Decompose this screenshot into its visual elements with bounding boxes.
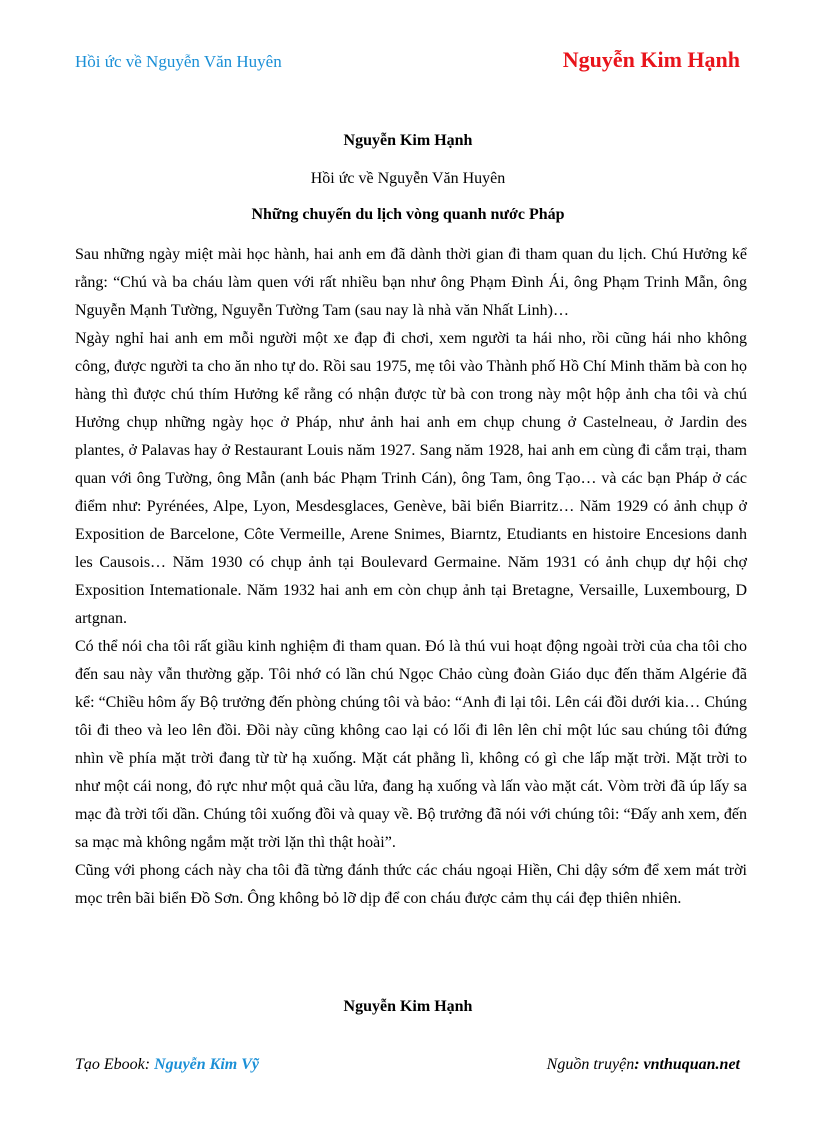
footer-ebook-label: Tạo Ebook — [75, 1056, 145, 1073]
body-text — [75, 241, 747, 913]
footer-source-site: vnthuquan.net — [643, 1056, 740, 1073]
footer-source-label: Nguồn truyện — [546, 1056, 635, 1073]
paragraph: Cũng với phong cách này cha tôi đã từng đánh thức các cháu ngoại Hiền, Chi dậy sớm để xem mát trời mọc trên bãi biển Đồ Sơn. Ông không bỏ lỡ dịp để con cháu được cảm thụ cái đẹp thiên nhiên. — [75, 862, 747, 907]
signature: Nguyễn Kim Hạnh — [343, 998, 473, 1015]
paragraph: Sau những ngày miệt mài học hành, hai anh em đã dành thời gian đi tham quan du lịch. Chú Hưởng kể rằng: “Chú và ba cháu làm quen với rất nhiều bạn như ông Phạm Đình Ái, ông Phạm Trinh Mẫn, ông Nguyễn Mạnh Tường, Nguyễn Tường Tam (sau nay là nhà văn Nhất Linh)… — [75, 246, 747, 319]
paragraph: Có thể nói cha tôi rất giầu kinh nghiệm đi tham quan. Đó là thú vui hoạt động ngoài trời của cha tôi cho đến sau này vẫn thường gặp. Tôi nhớ có lần chú Ngọc Chảo cùng đoàn Giáo dục đến thăm Algérie đã kể: “Chiều hôm ấy Bộ trưởng đến phòng chúng tôi và bảo: “Anh đi lại tôi. Lên cái đồi dưới kia… Chúng tôi đi theo và leo lên đồi. Đồi này cũng không cao lại có lối đi lên lên chỉ một lúc sau chúng tôi đứng nhìn về phía mặt trời đang từ từ hạ xuống. Mặt cát phẳng lì, không có gì che lấp mặt trời. Mặt trời to như một cái nong, đỏ rực như một quả cầu lửa, đang hạ xuống và lấn vào mặt cát. Vòm trời đã úp lấy sa mạc đà trời tối dần. Chúng tôi xuống đồi và quay về. Bộ trưởng đã nói với chúng tôi: “Đấy anh xem, đến sa mạc mà không ngắm mặt trời lặn thì thật hoài”. — [75, 638, 747, 851]
chapter-title: Những chuyến du lịch vòng quanh nước Pháp — [251, 206, 565, 223]
running-header-author: Nguyễn Kim Hạnh — [562, 47, 740, 72]
footer-ebook-credit — [75, 1056, 259, 1074]
footer-ebook-name: Nguyễn Kim Vỹ — [154, 1056, 259, 1073]
running-header-title: Hồi ức về Nguyễn Văn Huyên — [75, 52, 282, 71]
footer-separator: : — [144, 1056, 155, 1073]
paragraph: Ngày nghỉ hai anh em mỗi người một xe đạp đi chơi, xem người ta hái nho, rồi cũng hái nho không công, được người ta cho ăn nho tự do. Rồi sau 1975, mẹ tôi vào Thành phố Hồ Chí Minh thăm bà con họ hàng thì được chú thím Hưởng kể rằng có nhận được từ bà con trong này một hộp ảnh cha tôi và chú Hưởng chụp những ngày học ở Pháp, như ảnh hai anh em chụp chung ở Castelneau, ở Jardin des plantes, ở Palavas hay ở Restaurant Louis năm 1927. Sang năm 1928, hai anh em cùng đi cắm trại, tham quan với ông Tường, ông Mẫn (anh bác Phạm Trinh Cán), ông Tam, ông Tạo… và các bạn Pháp ở các điểm như: Pyrénées, Alpe, Lyon, Mesdesglaces, Genève, bãi biển Biarritz… Năm 1929 có ảnh chụp ở Exposition de Barcelone, Côte Vermeille, Arene Snimes, Biarntz, Etudiants en histoire Encesions danh les Causois… Năm 1930 có chụp ảnh tại Boulevard Germaine. Năm 1931 có ảnh chụp dự hội chợ Exposition Intemationale. Năm 1932 hai anh em còn chụp ảnh tại Bretagne, Versaille, Luxembourg, D artgnan. — [75, 330, 747, 627]
document-book-title: Hồi ức về Nguyễn Văn Huyên — [310, 170, 506, 187]
footer-separator: : — [634, 1056, 644, 1073]
document-author: Nguyễn Kim Hạnh — [343, 132, 473, 149]
footer-source-credit — [547, 1056, 740, 1074]
